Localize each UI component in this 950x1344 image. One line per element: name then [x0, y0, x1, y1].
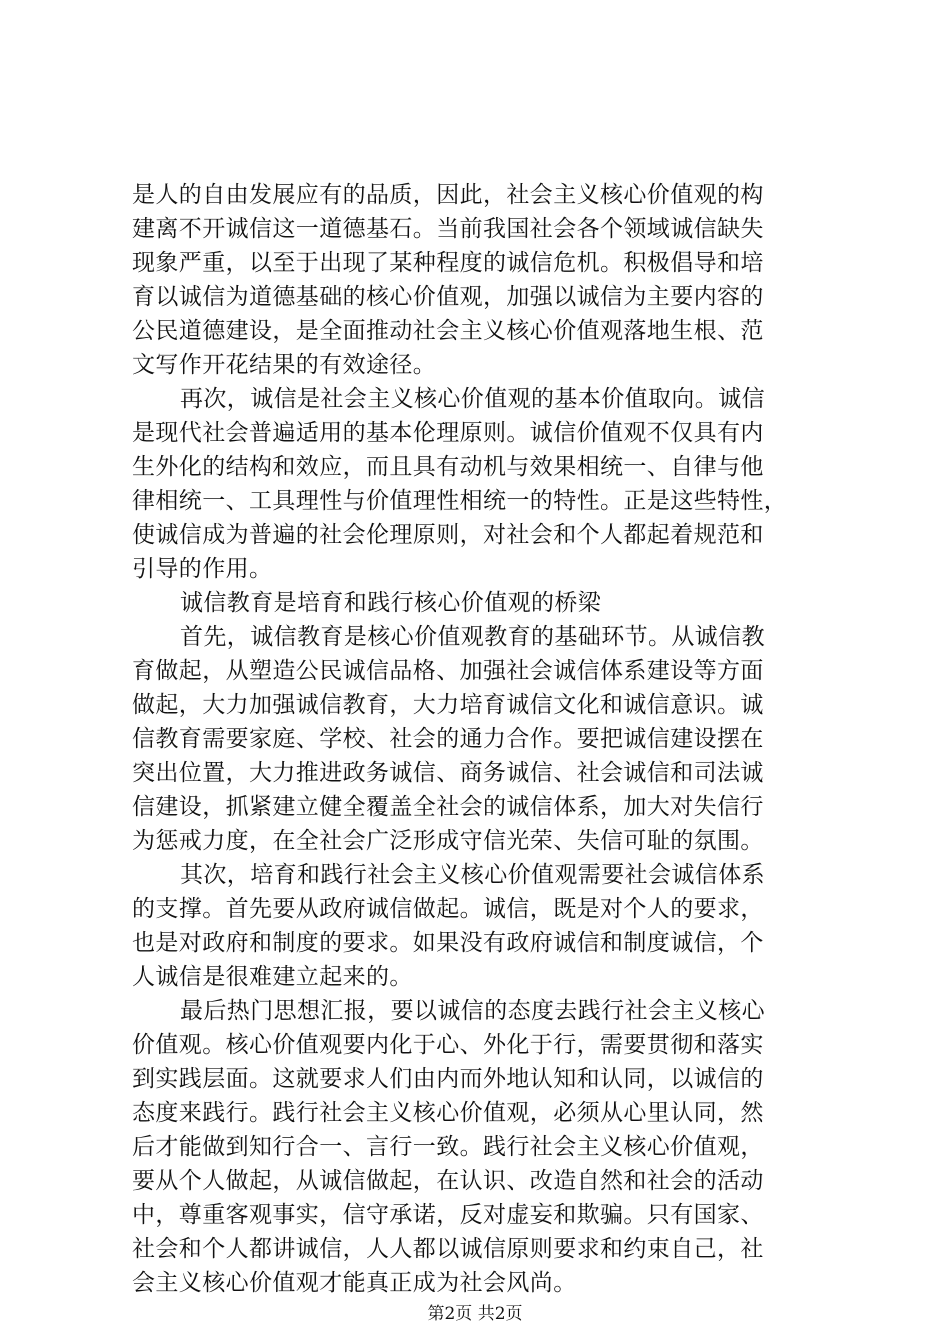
text-line: 现象严重，以至于出现了某种程度的诚信危机。积极倡导和培 [132, 250, 764, 276]
text-line: 会主义核心价值观才能真正成为社会风尚。 [132, 1270, 577, 1296]
text-line: 做起，大力加强诚信教育，大力培育诚信文化和诚信意识。诚 [132, 692, 764, 718]
text-line: 也是对政府和制度的要求。如果没有政府诚信和制度诚信，个 [132, 930, 764, 956]
text-line: 信建设，抓紧建立健全覆盖全社会的诚信体系，加大对失信行 [132, 794, 764, 820]
text-line: 律相统一、工具理性与价值理性相统一的特性。正是这些特性， [132, 488, 788, 514]
text-line: 社会和个人都讲诚信，人人都以诚信原则要求和约束自己，社 [132, 1236, 764, 1262]
text-line: 生外化的结构和效应，而且具有动机与效果相统一、自律与他 [132, 454, 764, 480]
section-heading: 诚信教育是培育和践行核心价值观的桥梁 [180, 590, 602, 616]
text-line: 育以诚信为道德基础的核心价值观，加强以诚信为主要内容的 [132, 284, 764, 310]
page-footer: 第2页 共2页 [427, 1304, 523, 1324]
paragraph-first-line: 首先，诚信教育是核心价值观教育的基础环节。从诚信教 [180, 624, 765, 650]
paragraph-first-line: 再次，诚信是社会主义核心价值观的基本价值取向。诚信 [180, 386, 765, 412]
text-line: 文写作开花结果的有效途径。 [132, 352, 437, 378]
text-line: 人诚信是很难建立起来的。 [132, 964, 413, 990]
text-line: 是现代社会普遍适用的基本伦理原则。诚信价值观不仅具有内 [132, 420, 764, 446]
text-line: 价值观。核心价值观要内化于心、外化于行，需要贯彻和落实 [132, 1032, 764, 1058]
text-line: 中，尊重客观事实，信守承诺，反对虚妄和欺骗。只有国家、 [132, 1202, 764, 1228]
text-line: 的支撑。首先要从政府诚信做起。诚信，既是对个人的要求， [132, 896, 764, 922]
text-line: 到实践层面。这就要求人们由内而外地认知和认同，以诚信的 [132, 1066, 764, 1092]
text-line: 使诚信成为普遍的社会伦理原则，对社会和个人都起着规范和 [132, 522, 764, 548]
text-line: 公民道德建设，是全面推动社会主义核心价值观落地生根、范 [132, 318, 764, 344]
text-line: 态度来践行。践行社会主义核心价值观，必须从心里认同，然 [132, 1100, 764, 1126]
text-line: 突出位置，大力推进政务诚信、商务诚信、社会诚信和司法诚 [132, 760, 764, 786]
text-line: 育做起，从塑造公民诚信品格、加强社会诚信体系建设等方面 [132, 658, 764, 684]
text-line: 后才能做到知行合一、言行一致。践行社会主义核心价值观， [132, 1134, 764, 1160]
paragraph-first-line: 其次，培育和践行社会主义核心价值观需要社会诚信体系 [180, 862, 765, 888]
text-line: 是人的自由发展应有的品质，因此，社会主义核心价值观的构 [132, 182, 764, 208]
paragraph-first-line: 最后热门思想汇报，要以诚信的态度去践行社会主义核心 [180, 998, 765, 1024]
text-line: 引导的作用。 [132, 556, 273, 582]
text-line: 信教育需要家庭、学校、社会的通力合作。要把诚信建设摆在 [132, 726, 764, 752]
text-line: 建离不开诚信这一道德基石。当前我国社会各个领域诚信缺失 [132, 216, 764, 242]
text-line: 为惩戒力度，在全社会广泛形成守信光荣、失信可耻的氛围。 [132, 828, 764, 854]
text-line: 要从个人做起，从诚信做起，在认识、改造自然和社会的活动 [132, 1168, 764, 1194]
